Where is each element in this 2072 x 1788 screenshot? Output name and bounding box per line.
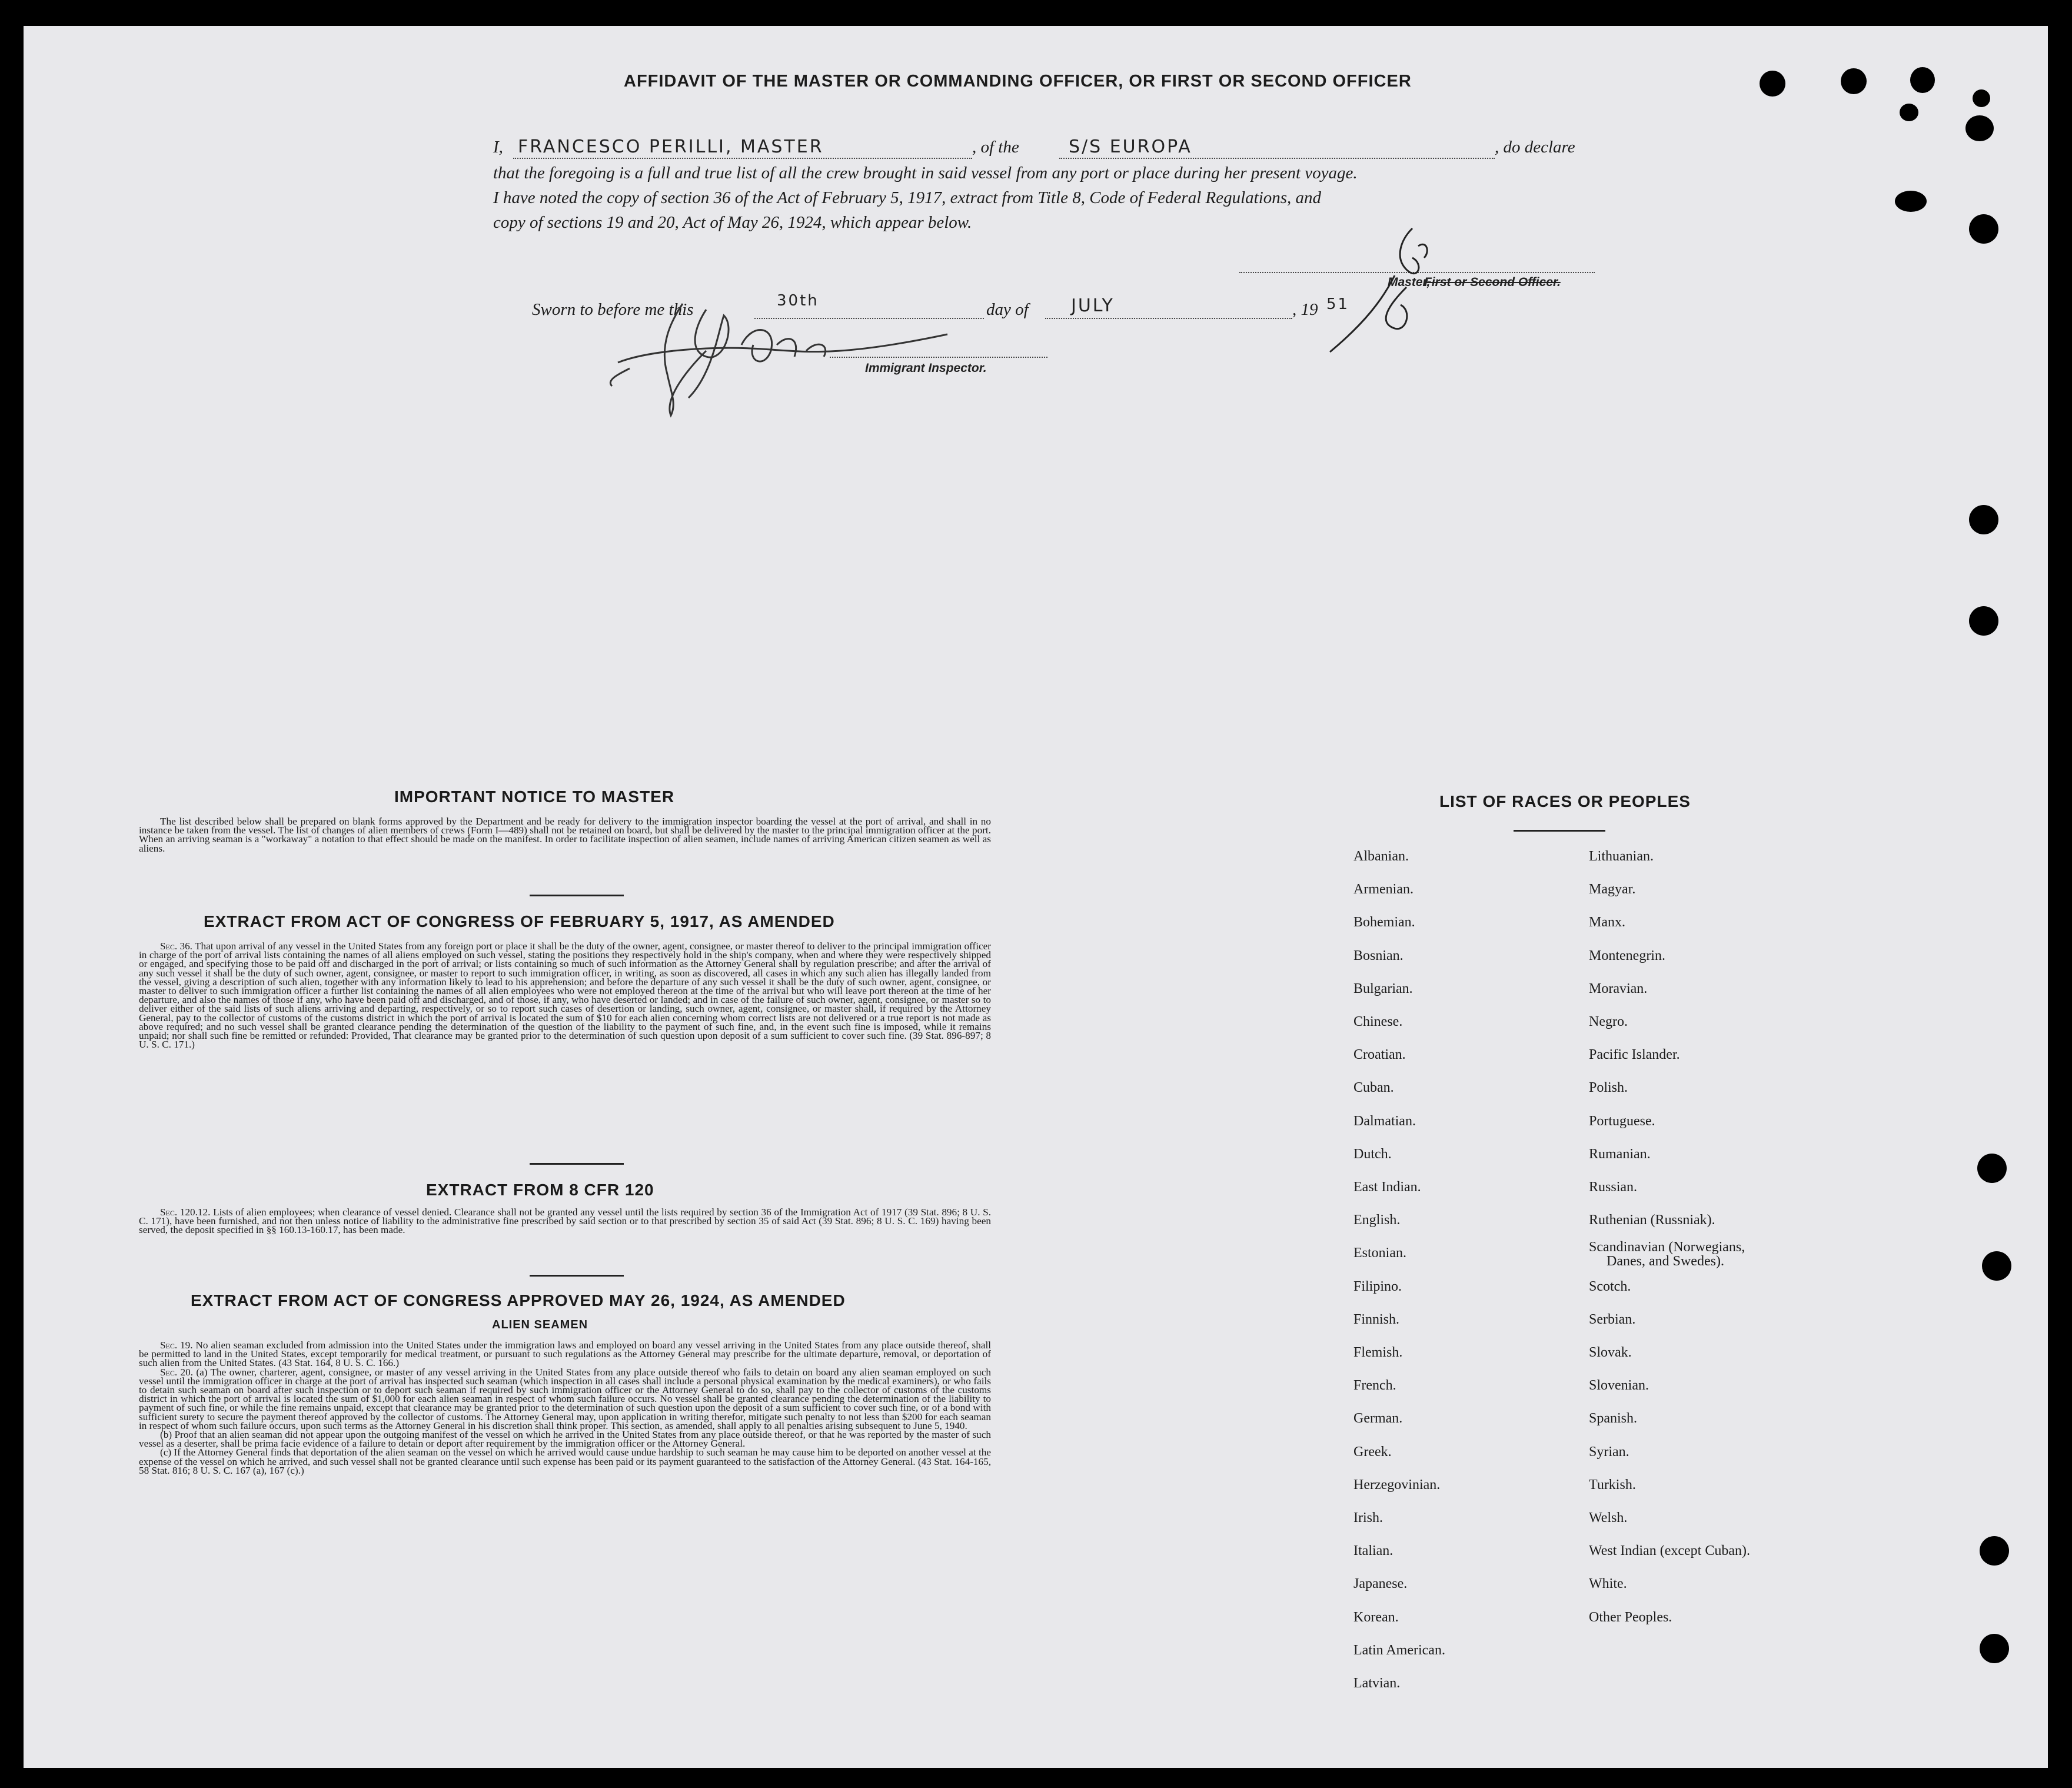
- race-item: Danes, and Swedes).: [1607, 1254, 1724, 1269]
- race-item: Estonian.: [1353, 1245, 1406, 1261]
- race-item: East Indian.: [1353, 1179, 1421, 1195]
- extract-1924-heading: EXTRACT FROM ACT OF CONGRESS APPROVED MAY 26, 1924, AS AMENDED: [191, 1291, 846, 1310]
- race-item: Rumanian.: [1589, 1146, 1651, 1162]
- race-item: Latin American.: [1353, 1642, 1445, 1658]
- race-item: Manx.: [1589, 915, 1625, 930]
- day-of-label: day of: [986, 300, 1029, 319]
- section-number: Sec. 19.: [160, 1340, 193, 1351]
- races-heading: LIST OF RACES OR PEOPLES: [1439, 792, 1691, 810]
- punch-hole: [1980, 1536, 2009, 1566]
- punch-hole: [1900, 104, 1918, 121]
- race-item: Moravian.: [1589, 981, 1648, 996]
- affidavit-title: AFFIDAVIT OF THE MASTER OR COMMANDING OFFICER, OR FIRST OR SECOND OFFICER: [624, 72, 1412, 91]
- race-item: Japanese.: [1353, 1576, 1408, 1592]
- race-item: Spanish.: [1589, 1411, 1638, 1427]
- punch-hole: [1910, 67, 1935, 93]
- officer-label-struck: First or Second Officer.: [1424, 275, 1561, 289]
- race-item: Flemish.: [1353, 1345, 1403, 1360]
- vessel-underline: [1059, 158, 1495, 159]
- race-item: Slovenian.: [1589, 1378, 1649, 1394]
- sworn-day-field: 30th: [777, 292, 819, 310]
- race-item: Montenegrin.: [1589, 948, 1665, 963]
- race-item: Greek.: [1353, 1444, 1392, 1460]
- master-signature-label: Master,: [1388, 275, 1431, 289]
- vessel-name-field: S/S EUROPA: [1069, 137, 1192, 157]
- race-item: Pacific Islander.: [1589, 1047, 1680, 1063]
- section-20c-text: (c) If the Attorney General finds that deportation of the alien seaman on the vessel on which he arrived would cause undue hardship to such seaman he may cause him to be deported on another vessel at the expense of the vessel on which he arrived, and such vessel shall not be granted clearance until such expense has been paid or its payment guaranteed to the satisfaction of the Attorney General. (43 Stat. 164-165, 58 Stat. 816; 8 U. S. C. 167 (a), 167 (c).): [139, 1447, 991, 1476]
- race-item: Turkish.: [1589, 1477, 1636, 1493]
- section-120-12-text: Lists of alien employees; when clearance of vessel denied. Clearance shall not be granted any vessel until the lists required by section 36 of the Immigration Act of 1917 (39 Stat. 896; 8 U. S. C. 171), have been furnished, and not then unless notice of liability to the administrative fine prescribed by said section or to that prescribed by section 35 of said Act (39 Stat. 896; 8 U. S. C. 169) having been served, the deposit specified in §§ 160.13-160.17, has been made.: [139, 1207, 991, 1236]
- declaration-line-1-prefix: I,: [493, 138, 503, 157]
- punch-hole: [1977, 1154, 2007, 1183]
- section-number: Sec. 20.: [160, 1366, 194, 1378]
- inspector-signature: [594, 280, 959, 421]
- race-item: Dalmatian.: [1353, 1113, 1416, 1129]
- race-item: Polish.: [1589, 1080, 1628, 1096]
- declaration-line-3: I have noted the copy of section 36 of the Act of February 5, 1917, extract from Title 8, Code of Federal Regulations, and: [493, 188, 1322, 207]
- race-item: Bohemian.: [1353, 915, 1415, 930]
- race-item: Latvian.: [1353, 1676, 1401, 1691]
- race-item: Armenian.: [1353, 882, 1414, 898]
- sworn-month-field: JULY: [1071, 295, 1115, 316]
- master-signature: [1324, 222, 1430, 358]
- punch-hole: [1969, 606, 1998, 636]
- declaration-line-2: that the foregoing is a full and true list of all the crew brought in said vessel from any port or place during her present voyage.: [493, 164, 1358, 182]
- declaration-line-1-mid: , of the: [972, 138, 1019, 157]
- declaration-line-4: copy of sections 19 and 20, Act of May 26, 1924, which appear below.: [493, 213, 972, 232]
- sworn-month-underline: [1045, 318, 1292, 319]
- section-20b-text: (b) Proof that an alien seaman did not appear upon the outgoing manifest of the vessel on which he arrived in the United States from any place outside thereof, or that he was reported by the master of such vessel as a deserter, shall be prima facie evidence of a failure to detain or deport after requirement by the immigration officer or the Attorney General.: [139, 1429, 991, 1450]
- punch-hole: [1895, 191, 1927, 212]
- race-item: Negro.: [1589, 1014, 1628, 1029]
- extract-1917-text: [139, 942, 991, 1049]
- punch-hole: [1969, 214, 1998, 244]
- punch-hole: [1982, 1251, 2011, 1281]
- race-item: White.: [1589, 1576, 1627, 1592]
- race-item: Albanian.: [1353, 849, 1409, 864]
- declaration-line-1-suffix: , do declare: [1495, 138, 1575, 157]
- races-heading-rule: [1514, 830, 1605, 832]
- race-item: Bulgarian.: [1353, 981, 1413, 996]
- punch-hole: [1969, 505, 1998, 534]
- race-item: Filipino.: [1353, 1278, 1402, 1294]
- section-36-text: That upon arrival of any vessel in the United States from any foreign port or place it shall be the duty of the owner, agent, consignee, or master thereof to deliver to the principal immigration officer in charge of the port of arrival lists containing the names of all aliens employed on such vessel, stating the positions they respectively hold in the ship's company, when and where they were respectively shipped or engaged, and specifying those to be paid off and discharged in the port of arrival; or lists containing so much of such information as the Attorney General shall by regulation prescribe; and after the arrival of any such vessel it shall be the duty of such owner, agent, consignee, or master to report to such immigration officer, in writing, as soon as discovered, all cases in which any such alien has illegally landed from the vessel, giving a description of such alien, together with any information likely to lead to his apprehension; and before the departure of any such vessel it shall be the duty of such owner, agent, consignee, or master to deliver to such immigration officer a further list containing the names of all alien employees who were not employed thereon at the time of the arrival but who will leave port thereon at the time of her departure, and also the names of those if any, who have been paid off and discharged, and of those, if any, who have deserted or landed; and in case of the failure of such owner, agent, consignee, or master so to deliver either of the said lists of such aliens arriving and departing, respectively, or so to report such cases of desertion or landing, such owner, agent, consignee, or master shall, if required by the Attorney General, pay to the collector of customs of the customs district in which the port of arrival is located the sum of $10 for each alien concerning whom correct lists are not delivered or a true report is not made as above required; and no such vessel shall be granted clearance pending the determination of the question of the liability to the payment of such fine, and, in the event such fine is imposed, while it remains unpaid; nor shall such fine be remitted or refunded: Provided, That clearance may be granted prior to the determination of such question upon deposit of a sum sufficient to cover such fine. (39 Stat. 896-897; 8 U. S. C. 171.): [139, 940, 991, 1051]
- race-item: Slovak.: [1589, 1345, 1632, 1360]
- race-item: Magyar.: [1589, 882, 1636, 898]
- race-item: Italian.: [1353, 1543, 1393, 1559]
- master-name-field: FRANCESCO PERILLI, MASTER: [518, 137, 824, 157]
- race-item: Irish.: [1353, 1510, 1383, 1526]
- year-prefix: , 19: [1292, 300, 1318, 319]
- race-item: Croatian.: [1353, 1047, 1406, 1063]
- section-rule: [530, 1163, 624, 1165]
- race-item: Portuguese.: [1589, 1113, 1655, 1129]
- inspector-signature-label: Immigrant Inspector.: [865, 361, 987, 375]
- race-item: Welsh.: [1589, 1510, 1628, 1526]
- race-item: West Indian (except Cuban).: [1589, 1543, 1750, 1559]
- punch-hole: [1965, 115, 1994, 141]
- notice-paragraph: The list described below shall be prepared on blank forms approved by the Department and be ready for delivery to the immigration inspector boarding the vessel at the port of arrival, and shall in no instance be taken from the vessel. The list of changes of alien members of crews (Form I—489) shall not be retained on board, but shall be delivered by the master to the principal immigration officer at the port. When an arriving seaman is a "workaway" a notation to that effect should be made on the manifest. In order to facilitate inspection of alien seamen, include names of arriving American citizen seamen as well as aliens.: [139, 816, 991, 854]
- race-item: French.: [1353, 1378, 1396, 1394]
- punch-hole: [1760, 71, 1785, 97]
- section-rule: [530, 1275, 624, 1277]
- section-20a-text: (a) The owner, charterer, agent, consignee, or master of any vessel arriving in the United States from any place outside thereof who fails to detain on board any alien seaman employed on such vessel until the immigration officer in charge at the port of arrival has inspected such seaman (which inspection in all cases shall include a personal physical examination by the medical examiners), or who fails to detain such seaman on board after such inspection or to deport such seaman if required by such immigration officer or the Attorney General to do so, shall pay to the collector of customs of the customs district in which the port of arrival is located the sum of $1,000 for each alien seaman in respect of whom such failure occurs. No vessel shall be granted clearance pending the determination of the liability to payment of such fine, or while the fine remains unpaid, except that clearance may be granted prior to the determination of such question upon the deposit of a sum sufficient to cover such fine, or of a bond with sufficient surety to secure the payment thereof approved by the collector of customs. The Attorney General may, upon application in writing therefor, mitigate such penalty to not less than $200 for each seaman in respect of whom such failure occurs, upon such terms as the Attorney General in his discretion shall think proper. This section, as amended, shall apply to all penalties arising subsequent to June 5, 1940.: [139, 1366, 992, 1431]
- race-item: Syrian.: [1589, 1444, 1629, 1460]
- race-item: Korean.: [1353, 1609, 1399, 1625]
- race-item: Scandinavian (Norwegians,: [1589, 1239, 1745, 1255]
- year-field: 51: [1326, 295, 1350, 313]
- punch-hole: [1980, 1634, 2009, 1663]
- race-item: Russian.: [1589, 1179, 1638, 1195]
- race-item: Serbian.: [1589, 1311, 1636, 1327]
- notice-heading: IMPORTANT NOTICE TO MASTER: [394, 787, 675, 806]
- race-item: Dutch.: [1353, 1146, 1392, 1162]
- document-sheet: [24, 26, 2048, 1768]
- race-item: Other Peoples.: [1589, 1609, 1672, 1625]
- extract-cfr-heading: EXTRACT FROM 8 CFR 120: [426, 1181, 654, 1199]
- race-item: German.: [1353, 1411, 1403, 1427]
- race-item: Finnish.: [1353, 1311, 1400, 1327]
- extract-1924-text: [139, 1341, 991, 1475]
- alien-seamen-subheading: ALIEN SEAMEN: [492, 1318, 588, 1331]
- section-number: Sec. 36.: [160, 940, 192, 952]
- race-item: Scotch.: [1589, 1278, 1631, 1294]
- section-number: Sec. 120.12.: [160, 1207, 211, 1218]
- section-rule: [530, 895, 624, 896]
- race-item: Ruthenian (Russniak).: [1589, 1212, 1715, 1228]
- punch-hole: [1973, 89, 1990, 107]
- extract-1917-heading: EXTRACT FROM ACT OF CONGRESS OF FEBRUARY 5, 1917, AS AMENDED: [204, 912, 835, 930]
- notice-text: [139, 817, 991, 853]
- race-item: English.: [1353, 1212, 1401, 1228]
- race-item: Herzegovinian.: [1353, 1477, 1441, 1493]
- race-item: Cuban.: [1353, 1080, 1394, 1096]
- race-item: Chinese.: [1353, 1014, 1403, 1029]
- punch-hole: [1841, 68, 1867, 94]
- extract-cfr-text: [139, 1208, 991, 1235]
- master-name-underline: [513, 158, 972, 159]
- race-item: Lithuanian.: [1589, 849, 1654, 864]
- race-item: Bosnian.: [1353, 948, 1403, 963]
- section-19-text: No alien seaman excluded from admission into the United States under the immigration laws and employed on board any vessel arriving in the United States from any place outside thereof, shall be permitted to land in the United States, except temporarily for medical treatment, or pursuant to such regulations as the Attorney General may prescribe for the ultimate departure, removal, or deportation of such alien from the United States. (43 Stat. 164, 8 U. S. C. 166.): [139, 1340, 991, 1369]
- sworn-prefix: Sworn to before me this: [532, 300, 694, 319]
